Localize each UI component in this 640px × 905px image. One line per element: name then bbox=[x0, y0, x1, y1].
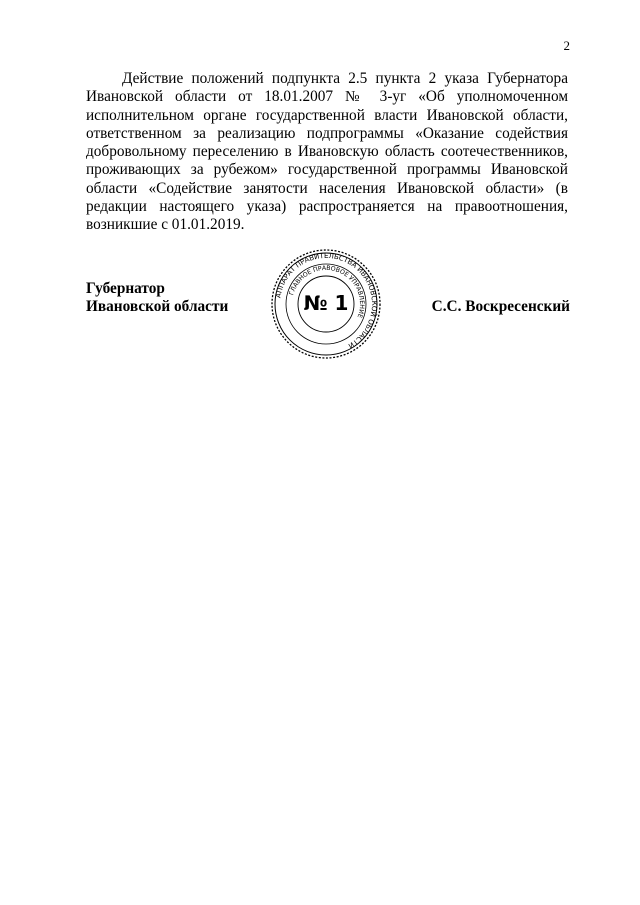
signatory-name: С.С. Воскресенский bbox=[431, 298, 570, 315]
signature-block bbox=[86, 251, 570, 386]
official-seal bbox=[270, 248, 382, 360]
seal-inner-text: ГЛАВНОЕ ПРАВОВОЕ УПРАВЛЕНИЕ bbox=[288, 264, 366, 319]
signatory-title-line2: Ивановской области bbox=[86, 298, 229, 316]
page-number: 2 bbox=[563, 38, 570, 53]
paragraph: Действие положений подпункта 2.5 пункта 2 указа Губернатора Ивановской области от 18.01.2007 № 3-уг «Об уполномоченном исполнительном органе государственной власти Ивановской области, ответственном за реализацию подпрограммы «Оказание содействия добровольному переселению в Ивановскую область соотечественников, проживающих за рубежом» государственной программы Ивановской области «Содействие занятости населения Ивановской области» (в редакции настоящего указа) распространяется на правоотношения, возникшие с 01.01.2019. bbox=[86, 70, 568, 234]
signatory-title bbox=[86, 280, 228, 317]
seal-number: № 1 bbox=[303, 291, 349, 315]
signatory-title-line1: Губернатор bbox=[86, 280, 165, 297]
seal-ring-text: АППАРАТ ПРАВИТЕЛЬСТВА ИВАНОВСКОЙ ОБЛАСТИ bbox=[274, 251, 379, 350]
body-text bbox=[86, 70, 568, 235]
